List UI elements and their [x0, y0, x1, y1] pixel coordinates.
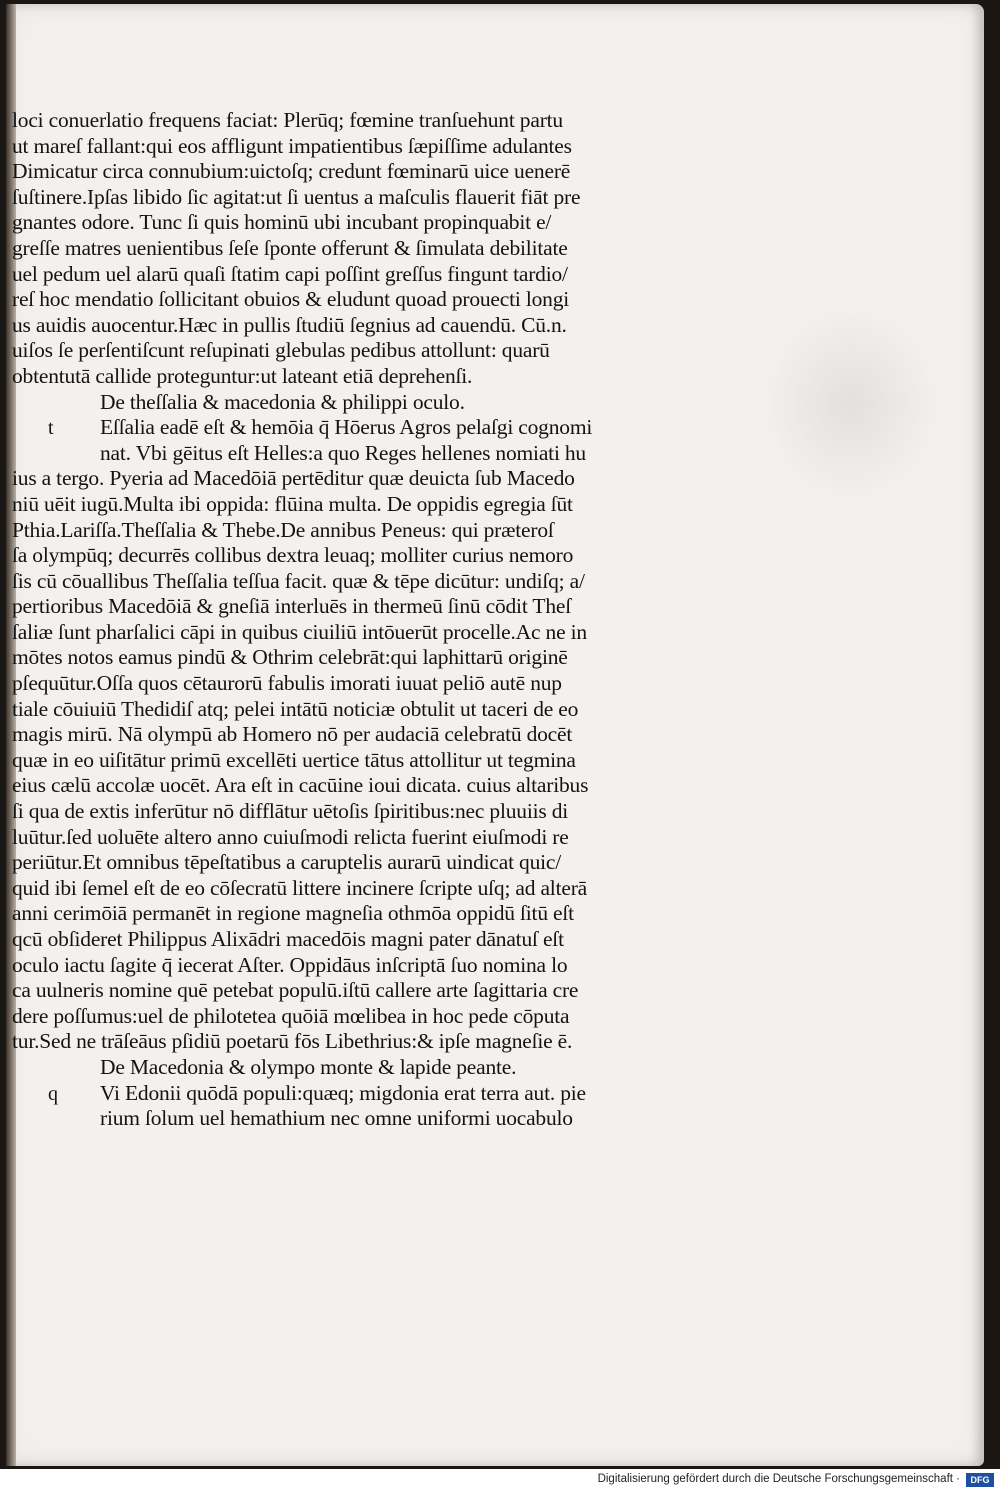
text-line	[12, 620, 772, 646]
line-text: gnantes odore. Tunc ſi quis hominū ubi incubant propinquabit e/	[12, 210, 552, 235]
footer-bar	[0, 1469, 1000, 1491]
line-text: qcū obſideret Philippus Alixādri macedōis magni pater dānatuſ eſt	[12, 927, 564, 951]
line-text: ſuſtinere.Ipſas libido ſic agitat:ut ſi uentus a maſculis flauerit fiāt pre	[12, 184, 581, 209]
text-line	[12, 262, 772, 288]
text-line	[12, 108, 772, 134]
text-line	[12, 978, 772, 1004]
text-line	[12, 492, 772, 518]
line-text: ſa olympūq; decurrēs collibus dextra leuaq; molliter curius nemoro	[12, 543, 574, 568]
text-line	[12, 953, 772, 979]
initial-guide-letter: q	[48, 1082, 58, 1105]
line-text: ſi qua de extis inferūtur nō difflātur uētoſis ſpiritibus:nec pluuiis di	[12, 799, 569, 824]
line-text: niū uēit iugū.Multa ibi oppida: flūina multa. De oppidis egregia ſūt	[12, 491, 573, 516]
text-line	[12, 313, 772, 339]
section-heading	[12, 1055, 772, 1081]
text-line	[12, 210, 772, 236]
text-line	[12, 901, 772, 927]
line-text: De theſſalia & macedonia & philippi oculo.	[100, 389, 465, 414]
text-line	[12, 1004, 772, 1030]
text-line	[12, 364, 772, 390]
text-line	[12, 338, 772, 364]
line-text: oculo iactu ſagite q̄ iecerat Aſter. Oppidāus inſcriptā ſuo nomina lo	[12, 952, 568, 977]
line-text: nat. Vbi gēitus eſt Helles:a quo Reges hellenes nomiati hu	[100, 440, 586, 465]
text-line	[12, 1029, 772, 1055]
text-line	[12, 671, 772, 697]
line-text: uel pedum uel alarū quaſi ſtatim capi poſſint greſſus fingunt tardio/	[12, 261, 568, 286]
line-text: dere poſſumus:uel de philotetea quōiā mœlibea in hoc pede cōputa	[12, 1003, 570, 1028]
text-line	[12, 927, 772, 953]
line-text: mōtes notos eamus pindū & Othrim celebrāt:qui laphittarū originē	[12, 645, 568, 670]
line-text: pertioribus Macedōiā & gneſiā interluēs in thermeū ſinū cōdit Theſ	[12, 594, 571, 619]
line-text: pſequūtur.Oſſa quos cētaurorū fabulis imorati iuuat peliō autē nup	[12, 671, 562, 696]
text-line	[12, 543, 772, 569]
text-line	[12, 850, 772, 876]
line-text: obtentutā callide proteguntur:ut lateant etiā deprehenſi.	[12, 363, 473, 388]
text-line	[12, 569, 772, 595]
footer-credit: Digitalisierung gefördert durch die Deutsche Forschungsgemeinschaft ·	[597, 1473, 960, 1485]
text-line	[12, 185, 772, 211]
line-text: Pthia.Lariſſa.Theſſalia & Thebe.De annibus Peneus: qui præteroſ	[12, 517, 554, 542]
line-text: quid ibi ſemel eſt de eo cōſecratū littere incinere ſcripte uſq; ad alterā	[12, 875, 587, 900]
line-text: ut mareſ fallant:qui eos affligunt impatientibus ſæpiſſime adulantes	[12, 133, 572, 158]
line-text: quæ in eo uiſitātur primū excellēti uertice tātus attollitur ut tegmina	[12, 747, 576, 772]
line-text: luūtur.ſed uoluēte altero anno cuiuſmodi relicta fuerint eiuſmodi re	[12, 824, 569, 849]
line-text: ſaliæ ſunt pharſalici cāpi in quibus ciuiliū intōuerūt procelle.Ac ne in	[12, 619, 587, 644]
line-text: greſſe matres uenientibus ſeſe ſponte offerunt & ſimulata debilitate	[12, 235, 568, 260]
line-text: us auidis auocentur.Hæc in pullis ſtudiū ſegnius ad cauendū. Cū.n.	[12, 312, 567, 337]
text-line	[12, 799, 772, 825]
text-line	[12, 287, 772, 313]
text-line	[12, 876, 772, 902]
text-line	[12, 518, 772, 544]
text-line	[12, 1081, 772, 1107]
text-line	[12, 134, 772, 160]
text-line	[12, 697, 772, 723]
line-text: ſis cū cōuallibus Theſſalia teſſua facit. quæ & tēpe dicūtur: undiſq; a/	[12, 568, 585, 593]
text-line	[12, 748, 772, 774]
text-line	[12, 466, 772, 492]
ink-bleed	[761, 304, 941, 504]
text-line	[12, 415, 772, 441]
page-scan	[6, 4, 984, 1466]
line-text: Eſſalia eadē eſt & hemōia q̄ Hōerus Agros pelaſgi cognomi	[100, 415, 593, 440]
line-text: magis mirū. Nā olympū ab Homero nō per audaciā celebratū docēt	[12, 722, 573, 747]
dfg-logo: DFG	[966, 1473, 994, 1487]
line-text: uiſos ſe perſentiſcunt reſupinati glebulas pedibus attollunt: quarū	[12, 338, 550, 363]
line-text: ca uulneris nomine quē petebat populū.iſtū callere arte ſagittaria cre	[12, 978, 579, 1003]
line-text: tiale cōuiuiū Thedidiſ atq; pelei intātū noticiæ obtulit ut taceri de eo	[12, 696, 579, 721]
text-line	[12, 773, 772, 799]
line-text: De Macedonia & olympo monte & lapide peante.	[100, 1054, 517, 1079]
text-line	[12, 722, 772, 748]
line-text: Dimicatur circa connubium:uictoſq; credunt fœminarū uice uenerē	[12, 159, 571, 184]
line-text: Vi Edonii quōdā populi:quæq; migdonia erat terra aut. pie	[100, 1080, 586, 1105]
line-text: ius a tergo. Pyeria ad Macedōiā pertēditur quæ deuicta ſub Macedo	[12, 466, 575, 491]
text-line	[12, 1106, 772, 1132]
line-text: rium ſolum uel hemathium nec omne uniformi uocabulo	[100, 1106, 573, 1131]
section-heading	[12, 390, 772, 416]
page-text	[12, 108, 772, 1132]
line-text: reſ hoc mendatio ſollicitant obuios & eludunt quoad prouecti longi	[12, 287, 570, 312]
line-text: periūtur.Et omnibus tēpeſtatibus a caruptelis aurarū uindicat quic/	[12, 850, 562, 875]
line-text: anni cerimōiā permanēt in regione magneſia othmōa oppidū ſitū eſt	[12, 901, 574, 926]
text-line	[12, 441, 772, 467]
text-line	[12, 236, 772, 262]
text-line	[12, 645, 772, 671]
text-line	[12, 159, 772, 185]
line-text: eius cælū accolæ uocēt. Ara eſt in cacūine ioui dicata. cuius altaribus	[12, 773, 589, 798]
line-text: tur.Sed ne trāſeāus pſidiū poetarū fōs Libethrius:& ipſe magneſie ē.	[12, 1029, 573, 1054]
initial-guide-letter: t	[48, 417, 54, 440]
text-line	[12, 594, 772, 620]
line-text: loci conuerlatio frequens faciat: Plerūq; fœmine tranſuehunt partu	[12, 108, 563, 132]
text-line	[12, 825, 772, 851]
